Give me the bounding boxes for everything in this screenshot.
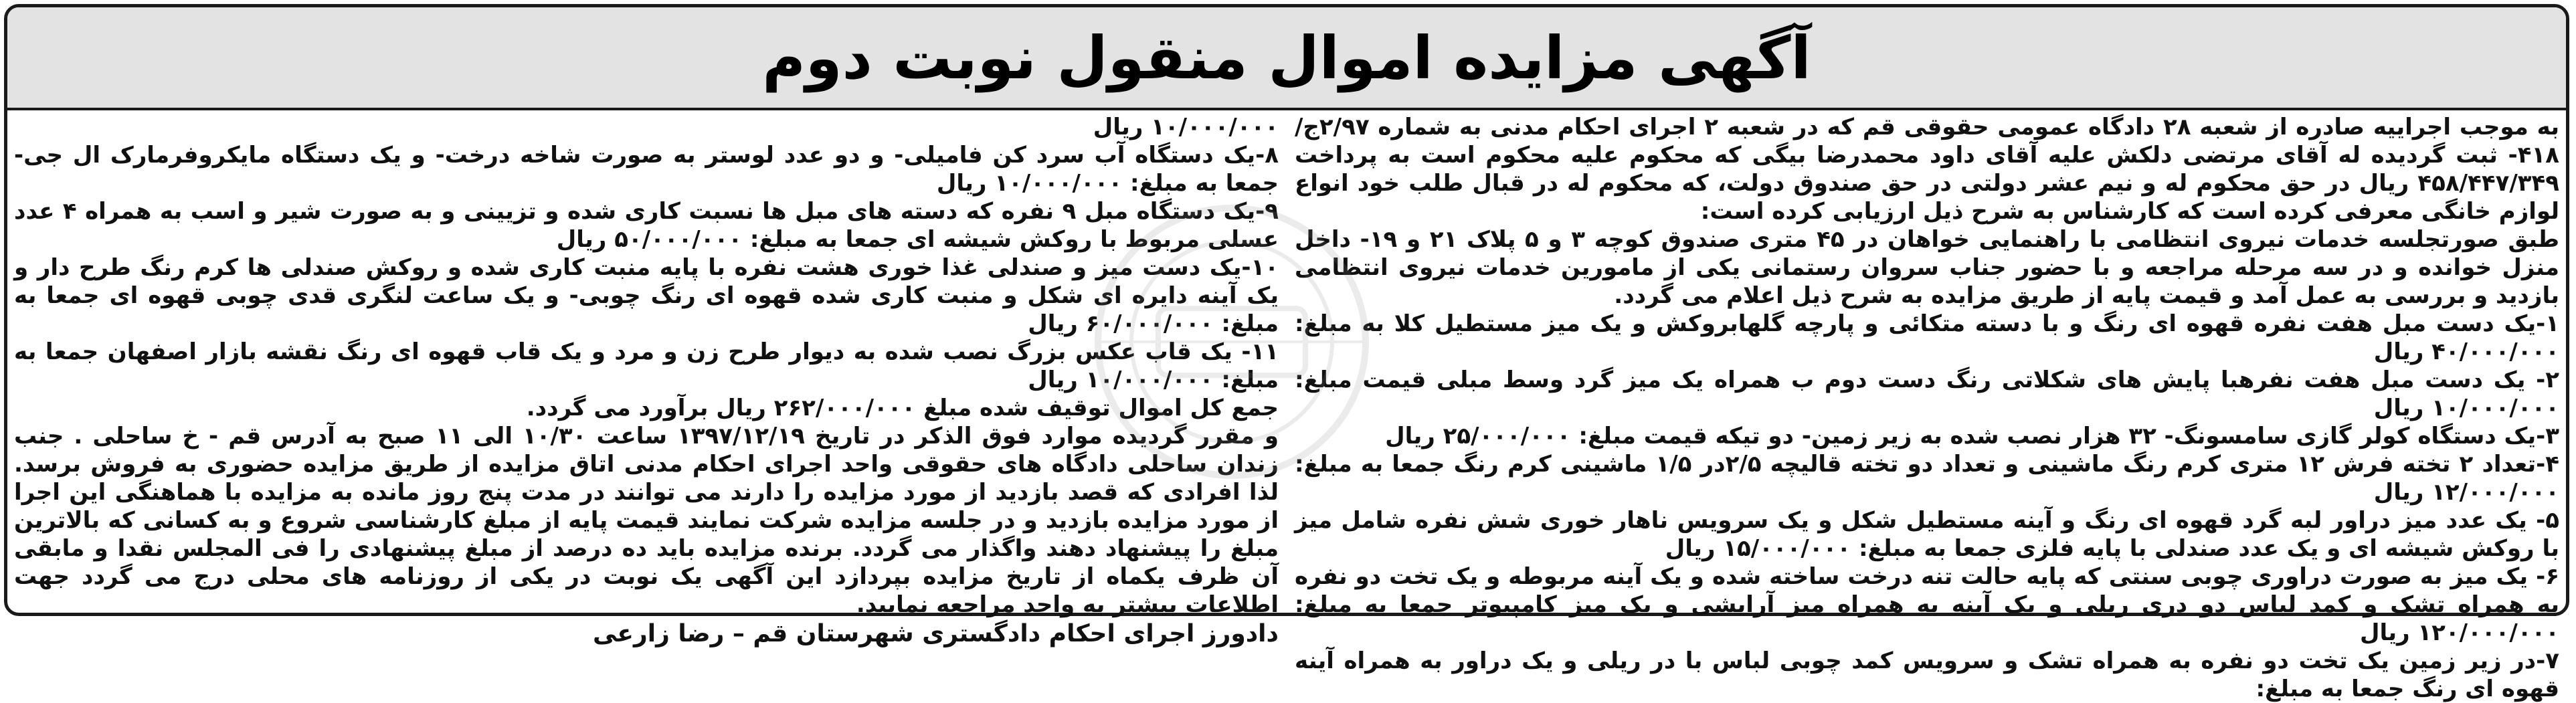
item-4: ۴-تعداد ۲ تخته فرش ۱۲ متری کرم رنگ ماشینی و تعداد دو تخته قالیچه ۲/۵در ۱/۵ ماشینی کرم رنگ جمعا به مبلغ: ۱۲/۰۰۰/۰۰۰ ریال: [1295, 451, 2560, 506]
item-5: ۵- یک عدد میز دراور لبه گرد قهوه ای رنگ و آینه مستطیل شکل و یک سرویس ناهار خوری شش نفره شامل میز با روکش شیشه ای و یک عدد صندلی با پایه فلزی جمعا به مبلغ: ۱۵/۰۰۰/۰۰۰ ریال: [1295, 507, 2559, 562]
notice-title: آگهی مزایده اموال منقول نوبت دوم: [762, 23, 1811, 92]
auction-notice: [4, 4, 2569, 702]
item-3: ۳-یک دستگاه کولر گازی سامسونگ- ۳۲ هزار نصب شده به زیر زمین- دو تیکه قیمت مبلغ: ۲۵/۰۰۰/۰۰۰ ریال: [1385, 423, 2559, 449]
intro-paragraph: به موجب اجراییه صادره از شعبه ۲۸ دادگاه عمومی حقوقی قم که در شعبه ۲ اجرای احکام مدنی به شماره ۲/۹۷ج/۴۱۸- ثبت گردیده له آقای مرتضی دلکش علیه آقای داود محمدرضا بیگی که محکوم علیه محکوم است به پرداخت ۴۵۸/۴۴۷/۳۴۹ ریال در حق محکوم له و نیم عشر دولتی در حق صندوق دولت، که محکوم له در قبال طلب خود انواع لوازم خانگی معرفی کرده است که کارشناس به شرح ذیل ارزیابی کرده است:: [1295, 114, 2559, 225]
item-1: ۱-یک دست مبل هفت نفره قهوه ای رنگ و با دسته متکائی و پارچه گلهابروکش و یک میز مستطیل کلا به مبلغ: ۴۰/۰۰۰/۰۰۰ ریال: [1295, 310, 2559, 365]
item-2: ۲- یک دست مبل هفت نفرهبا پایش های شکلاتی رنگ دست دوم ب همراه یک میز گرد وسط مبلی قیمت مبلغ: ۱۰/۰۰۰/۰۰۰ ریال: [1295, 367, 2559, 421]
total-valuation: جمع کل اموال توقیف شده مبلغ ۲۶۲/۰۰۰/۰۰۰ ریال برآورد می گردد.: [526, 395, 1279, 421]
left-column: [14, 113, 1279, 647]
item-6: ۶- یک میز به صورت دراوری چوبی سنتی که پایه حالت تنه درخت ساخته شده و یک آینه مربوطه و یک تخت دو نفره به همراه تشک و کمد لباس دو دری ریلی و یک آینه به همراه میز آرایشی و یک میز کامپیوتر جمعا به مبلغ: ۱۲۰/۰۰۰/۰۰۰ ریال: [1295, 563, 2559, 646]
signature: دادورز اجرای احکام دادگستری شهرستان قم – رضا زارعی: [593, 620, 1279, 647]
item-7: ۷-در زیر زمین یک تخت دو نفره به همراه تشک و سرویس کمد چوبی لباس با در ریلی و یک دراور به همراه آینه قهوه ای رنگ جمعا به مبلغ:: [1295, 647, 2559, 702]
auction-terms-paragraph: و مقرر گردیده موارد فوق الذکر در تاریخ ۱۳۹۷/۱۲/۱۹ ساعت ۱۰/۳۰ الی ۱۱ صبح به آدرس قم - خ ساحلی . جنب زندان ساحلی دادگاه های حقوقی واحد اجرای احکام مدنی اتاق مزایده از طریق مزایده حضوری به فروش برسد. لذا افرادی که قصد بازدید از مورد مزایده را دارند می توانند در مدت پنج روز مانده به مزایده با هماهنگی این اجرا از مورد مزایده بازدید و در جلسه مزایده شرکت نمایند قیمت پایه از مبلغ کارشناسی شروع و به کسانی که بالاترین مبلغ را پیشنهاد دهند واگذار می گردد. برنده مزایده باید ده درصد از مبلغ پیشنهادی را فی المجلس نقدا و مابقی آن ظرف یکماه از تاریخ مزایده بپردازد این آگهی یک نوبت در یکی از روزنامه های محلی درج می گردد جهت اطلاعات بیشتر به واحد مراجعه نمایید.: [14, 423, 1279, 618]
notice-header: [7, 7, 2566, 110]
notice-body: [14, 113, 2560, 702]
item-7-amount: ۱۰/۰۰۰/۰۰۰ ریال: [1093, 114, 1279, 140]
item-8: ۸-یک دستگاه آب سرد کن فامیلی- و دو عدد لوستر به صورت شاخه درخت- و یک دستگاه مایکروفرمارک ال جی- جمعا به مبلغ: ۱۰/۰۰۰/۰۰۰ ریال: [14, 142, 1279, 197]
item-11: ۱۱- یک قاب عکس بزرگ نصب شده به دیوار طرح زن و مرد و یک قاب قهوه ای رنگ نقشه بازار اصفهان جمعا به مبلغ: ۱۰/۰۰۰/۰۰۰ ریال: [14, 338, 1279, 393]
item-9: ۹-یک دستگاه مبل ۹ نفره که دسته های مبل ها نسبت کاری شده و تزیینی و به صورت شیر و اسب به همراه ۴ عدد عسلی مربوط با روکش شیشه ای جمعا به مبلغ: ۵۰/۰۰۰/۰۰۰ ریال: [14, 198, 1279, 253]
inspection-paragraph: طبق صورتجلسه خدمات نیروی انتظامی با راهنمایی خواهان در ۴۵ متری صندوق کوچه ۳ و ۵ پلاک ۲۱ و ۱۹- داخل منزل خوانده و در سه مرحله مراجعه و با حضور جناب سروان رستمانی یکی از مامورین خدمات نیروی انتظامی بازدید و بررسی به عمل آمد و قیمت پایه از طریق مزایده به شرح ذیل اعلام می گردد.: [1295, 226, 2559, 309]
item-10: ۱۰-یک دست میز و صندلی غذا خوری هشت نفره با پایه منبت کاری شده و روکش صندلی ها کرم رنگ طرح دار و یک آینه دایره ای شکل و منبت کاری شده قهوه ای رنگ چوبی- و یک ساعت لنگری قدی چوبی قهوه ای جمعا به مبلغ: ۶۰/۰۰۰/۰۰۰ ریال: [14, 254, 1279, 337]
right-column: [1295, 113, 2560, 702]
